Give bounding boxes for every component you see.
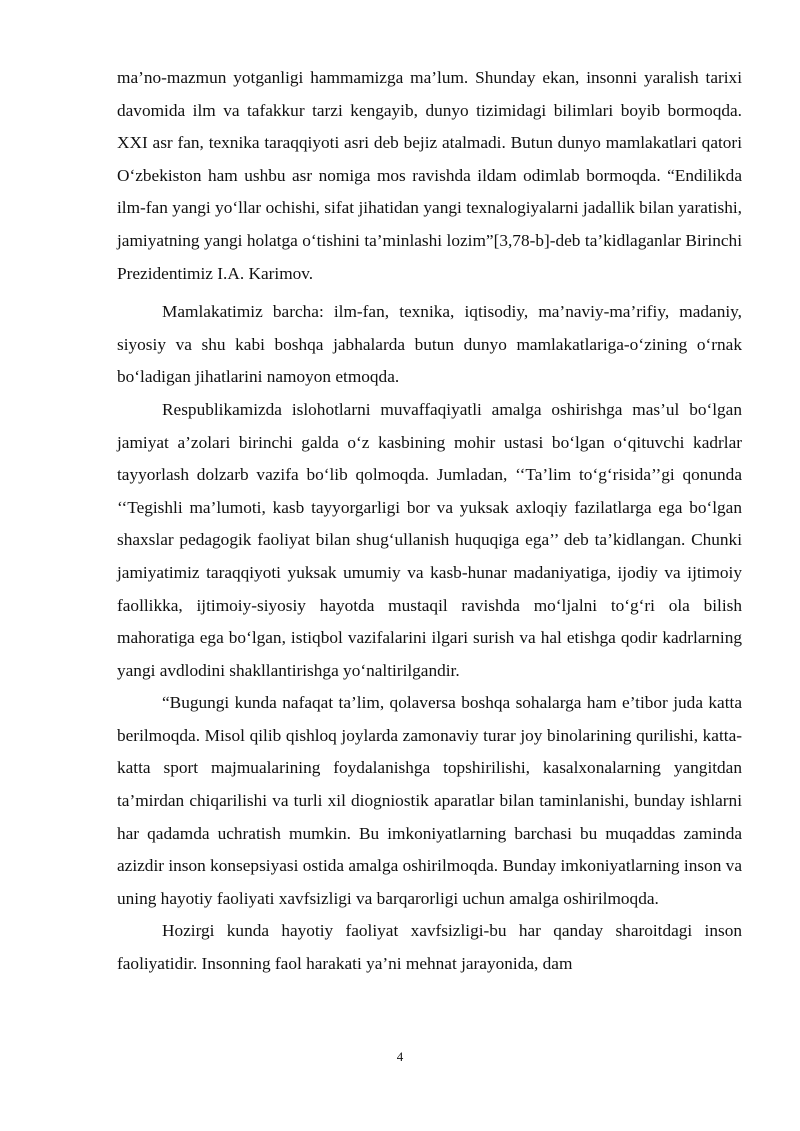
paragraph-4: “Bugungi kunda nafaqat ta’lim, qolaversa boshqa sohalarga ham e’tibor juda katta berilmoqda. Misol qilib qishloq joylarda zamonaviy turar joy binolarining qurilishi, katta-katta sport majmualarining foydalanishga topshirilishi, kasalxonalarning yangitdan ta’mirdan chiqarilishi va turli xil diogniostik aparatlar bilan taminlanishi, bunday ishlarni har qadamda uchratish mumkin. Bu imkoniyatlarning barchasi bu muqaddas zaminda azizdir inson konsepsiyasi ostida amalga oshirilmoqda. Bunday imkoniyatlarning inson va uning hayotiy faoliyati xavfsizligi va barqarorligi uchun amalga oshirilmoqda. bbox=[117, 693, 742, 908]
paragraph-5: Hozirgi kunda hayotiy faoliyat xavfsizligi-bu har qanday sharoitdagi inson faoliyatidir. Insonning faol harakati ya’ni mehnat jarayonida, dam bbox=[117, 921, 742, 974]
page-number: 4 bbox=[396, 1049, 404, 1064]
paragraph-3: Respublikamizda islohotlarni muvaffaqiyatli amalga oshirishga mas’ul bo‘lgan jamiyat a’zolari birinchi galda o‘z kasbining mohir ustasi bo‘lgan o‘qituvchi kadrlar tayyorlash dolzarb vazifa bo‘lib qolmoqda. Jumladan, ‘‘Ta’lim to‘g‘risida’’gi qonunda ‘‘Tegishli ma’lumoti, kasb tayyorgarligi bor va yuksak axloqiy fazilatlarga ega bo‘lgan shaxslar pedagogik faoliyat bilan shug‘ullanish huquqiga ega’’ deb ta’kidlangan. Chunki jamiyatimiz taraqqiyoti yuksak umumiy va kasb-hunar madaniyatiga, ijodiy va ijtimoiy faollikka, ijtimoiy-siyosiy hayotda mustaqil ravishda mo‘ljalni to‘g‘ri ola bilish mahoratiga ega bo‘lgan, istiqbol vazifalarini ilgari surish va hal etishga qodir kadrlarning yangi avdlodini shakllantirishga yo‘naltirilgandir. bbox=[117, 399, 742, 680]
body-text bbox=[117, 62, 742, 981]
paragraph-2: Mamlakatimiz barcha: ilm-fan, texnika, iqtisodiy, ma’naviy-ma’rifiy, madaniy, siyosiy va shu kabi boshqa jabhalarda butun dunyo mamlakatlariga-o‘zining o‘rnak bo‘ladigan jihatlarini namoyon etmoqda. bbox=[117, 302, 742, 387]
paragraph-1: ma’no-mazmun yotganligi hammamizga ma’lum. Shunday ekan, insonni yaralish tarixi davomida ilm va tafakkur tarzi kengayib, dunyo tizimidagi bilimlari boyib bormoqda. XXI asr fan, texnika taraqqiyoti asri deb bejiz atalmadi. Butun dunyo mamlakatlari qatori O‘zbekiston ham ushbu asr nomiga mos ravishda ildam odimlab bormoqda. “Endilikda ilm-fan yangi yo‘llar ochishi, sifat jihatidan yangi texnalogiyalarni jadallik bilan yaratishi, jamiyatning yangi holatga o‘tishini ta’minlashi lozim”[3,78-b]-deb ta’kidlaganlar Birinchi Prezidentimiz I.A. Karimov. bbox=[117, 68, 742, 283]
